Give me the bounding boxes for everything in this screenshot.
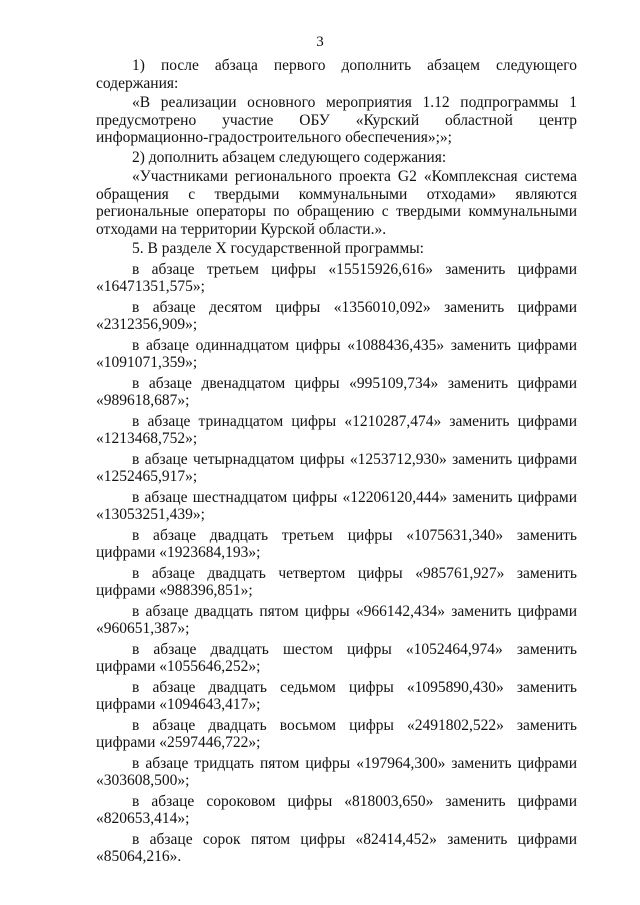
- replacement-item: в абзаце шестнадцатом цифры «12206120,444» заменить цифрами «13053251,439»;: [96, 488, 577, 523]
- replacement-item: в абзаце двадцать седьмом цифры «1095890,430» заменить цифрами «1094643,417»;: [96, 678, 577, 713]
- paragraph-3: 2) дополнить абзацем следующего содержания:: [132, 148, 447, 166]
- replacement-item: в абзаце сороковом цифры «818003,650» заменить цифрами «820653,414»;: [96, 792, 577, 827]
- replacement-item: в абзаце тридцать пятом цифры «197964,300» заменить цифрами «303608,500»;: [96, 754, 577, 789]
- replacement-item: в абзаце четырнадцатом цифры «1253712,930» заменить цифрами «1252465,917»;: [96, 450, 577, 485]
- replacement-item: в абзаце двадцать четвертом цифры «985761,927» заменить цифрами «988396,851»;: [96, 564, 577, 599]
- section-heading: 5. В разделе X государственной программы:: [132, 240, 424, 257]
- paragraph-4: «Участниками регионального проекта G2 «Комплексная система обращения с твердыми коммунальными отходами» являются региональные операторы по обращению с твердыми коммунальными отходами на территории Курской области.».: [96, 168, 577, 238]
- replacement-item: в абзаце одиннадцатом цифры «1088436,435» заменить цифрами «1091071,359»;: [96, 336, 577, 371]
- replacement-item: в абзаце двадцать восьмом цифры «2491802,522» заменить цифрами «2597446,722»;: [96, 716, 577, 751]
- document-body: [96, 57, 577, 866]
- paragraph-2: «В реализации основного мероприятия 1.12 подпрограммы 1 предусмотрено участие ОБУ «Курский областной центр информационно-градостроительного обеспечения»;»;: [96, 94, 577, 146]
- replacement-item: в абзаце двадцать третьем цифры «1075631,340» заменить цифрами «1923684,193»;: [96, 526, 577, 561]
- paragraph-1: 1) после абзаца первого дополнить абзацем следующего содержания:: [96, 57, 577, 92]
- replacement-item: в абзаце третьем цифры «15515926,616» заменить цифрами «16471351,575»;: [96, 260, 577, 295]
- replacement-item: в абзаце десятом цифры «1356010,092» заменить цифрами «2312356,909»;: [96, 298, 577, 333]
- replacement-item: в абзаце двадцать шестом цифры «1052464,974» заменить цифрами «1055646,252»;: [96, 640, 577, 675]
- replacement-item: в абзаце тринадцатом цифры «1210287,474» заменить цифрами «1213468,752»;: [96, 412, 577, 447]
- page-number: 3: [316, 34, 324, 50]
- replacement-item: в абзаце двадцать пятом цифры «966142,434» заменить цифрами «960651,387»;: [96, 602, 577, 637]
- replacement-item: в абзаце двенадцатом цифры «995109,734» заменить цифрами «989618,687»;: [96, 374, 577, 409]
- replacement-item: в абзаце сорок пятом цифры «82414,452» заменить цифрами «85064,216».: [96, 830, 577, 865]
